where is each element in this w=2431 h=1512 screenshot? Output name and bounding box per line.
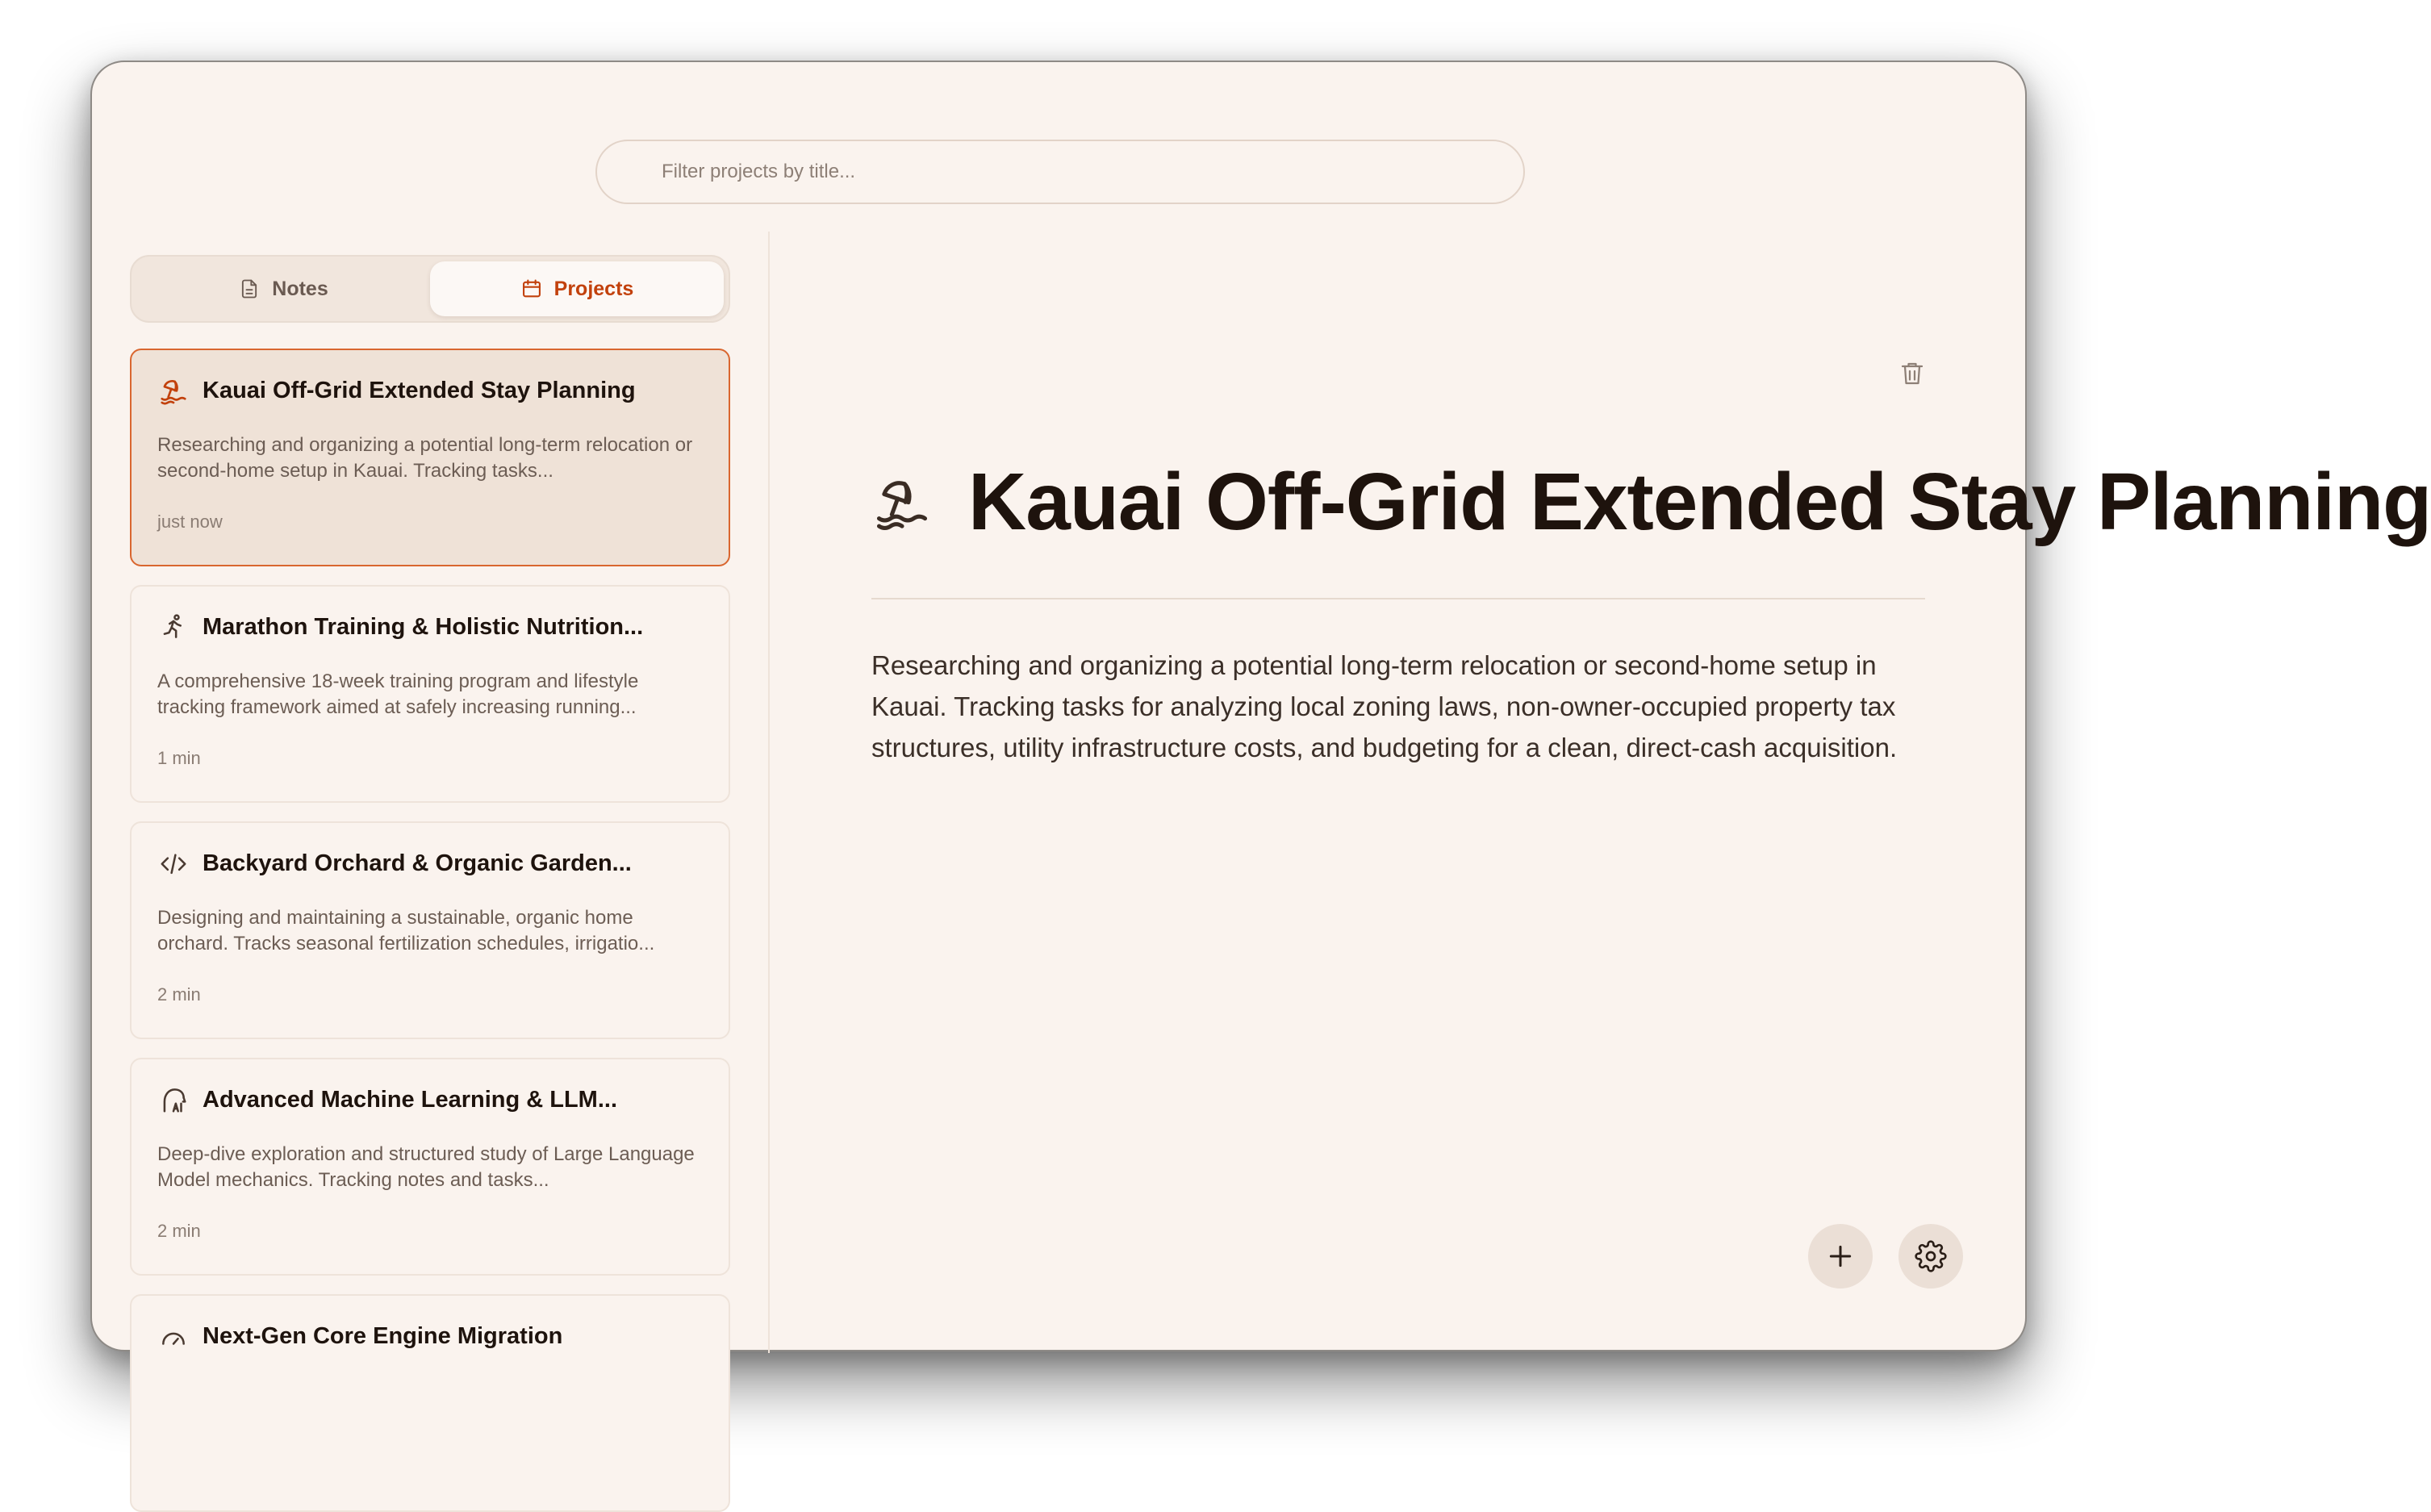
project-card[interactable] — [130, 821, 730, 1039]
calendar-icon — [520, 278, 543, 300]
app-window — [90, 61, 2431, 1351]
project-card[interactable] — [130, 1058, 730, 1276]
delete-button[interactable] — [1894, 356, 1930, 391]
project-title: Marathon Training & Holistic Nutrition... — [203, 613, 644, 640]
project-card[interactable] — [130, 349, 730, 566]
tab-notes[interactable] — [136, 261, 430, 316]
detail-divider — [871, 598, 1925, 599]
gauge-icon — [157, 1320, 190, 1352]
project-description: Designing and maintaining a sustainable, organic home orchard. Tracks seasonal fertilization schedules, irrigatio... — [157, 907, 655, 954]
add-project-button[interactable] — [1808, 1224, 1873, 1289]
project-list[interactable] — [130, 349, 730, 1349]
project-detail-description[interactable]: Researching and organizing a potential long-term relocation or second-home setup in Kauai. Tracking tasks for analyzing local zoning laws, non-owner-occupied property tax structures, utility infrastructure costs, and budgeting for a clean, direct-cash acquisition. — [871, 650, 1898, 762]
tab-switcher — [130, 255, 730, 323]
beach-umbrella-icon — [871, 471, 933, 533]
project-title: Next-Gen Core Engine Migration — [203, 1322, 563, 1349]
tab-projects[interactable] — [430, 261, 724, 316]
tab-projects-label: Projects — [553, 277, 634, 300]
project-description: Researching and organizing a potential long-term relocation or second-home setup in Kauai. Tracking tasks... — [157, 434, 693, 482]
project-description: Deep-dive exploration and structured study of Large Language Model mechanics. Tracking notes and tasks... — [157, 1143, 695, 1191]
tab-notes-label: Notes — [272, 277, 328, 300]
trash-icon — [1898, 359, 1927, 388]
ai-head-icon — [157, 1084, 190, 1116]
project-card[interactable] — [130, 585, 730, 803]
runner-icon — [157, 611, 190, 643]
pane-divider — [768, 232, 770, 1353]
project-detail-title[interactable]: Kauai Off-Grid Extended Stay Planning — [968, 456, 2431, 547]
project-title: Backyard Orchard & Organic Garden... — [203, 850, 632, 876]
document-icon — [238, 278, 261, 300]
beach-umbrella-icon — [157, 374, 190, 407]
plus-icon — [1824, 1240, 1857, 1272]
project-timestamp: 2 min — [157, 984, 201, 1005]
project-title: Kauai Off-Grid Extended Stay Planning — [203, 377, 636, 403]
code-icon — [157, 847, 190, 879]
project-timestamp: just now — [157, 512, 223, 532]
project-detail-header — [871, 441, 2431, 562]
settings-button[interactable] — [1898, 1224, 1963, 1289]
project-timestamp: 2 min — [157, 1221, 201, 1241]
project-description: A comprehensive 18-week training program and lifestyle tracking framework aimed at safely increasing running... — [157, 670, 639, 718]
gear-icon — [1915, 1240, 1947, 1272]
search-input[interactable] — [597, 141, 1523, 203]
project-timestamp: 1 min — [157, 748, 201, 768]
search-bar[interactable] — [595, 140, 1525, 204]
project-card[interactable] — [130, 1294, 730, 1512]
project-title: Advanced Machine Learning & LLM... — [203, 1086, 618, 1113]
